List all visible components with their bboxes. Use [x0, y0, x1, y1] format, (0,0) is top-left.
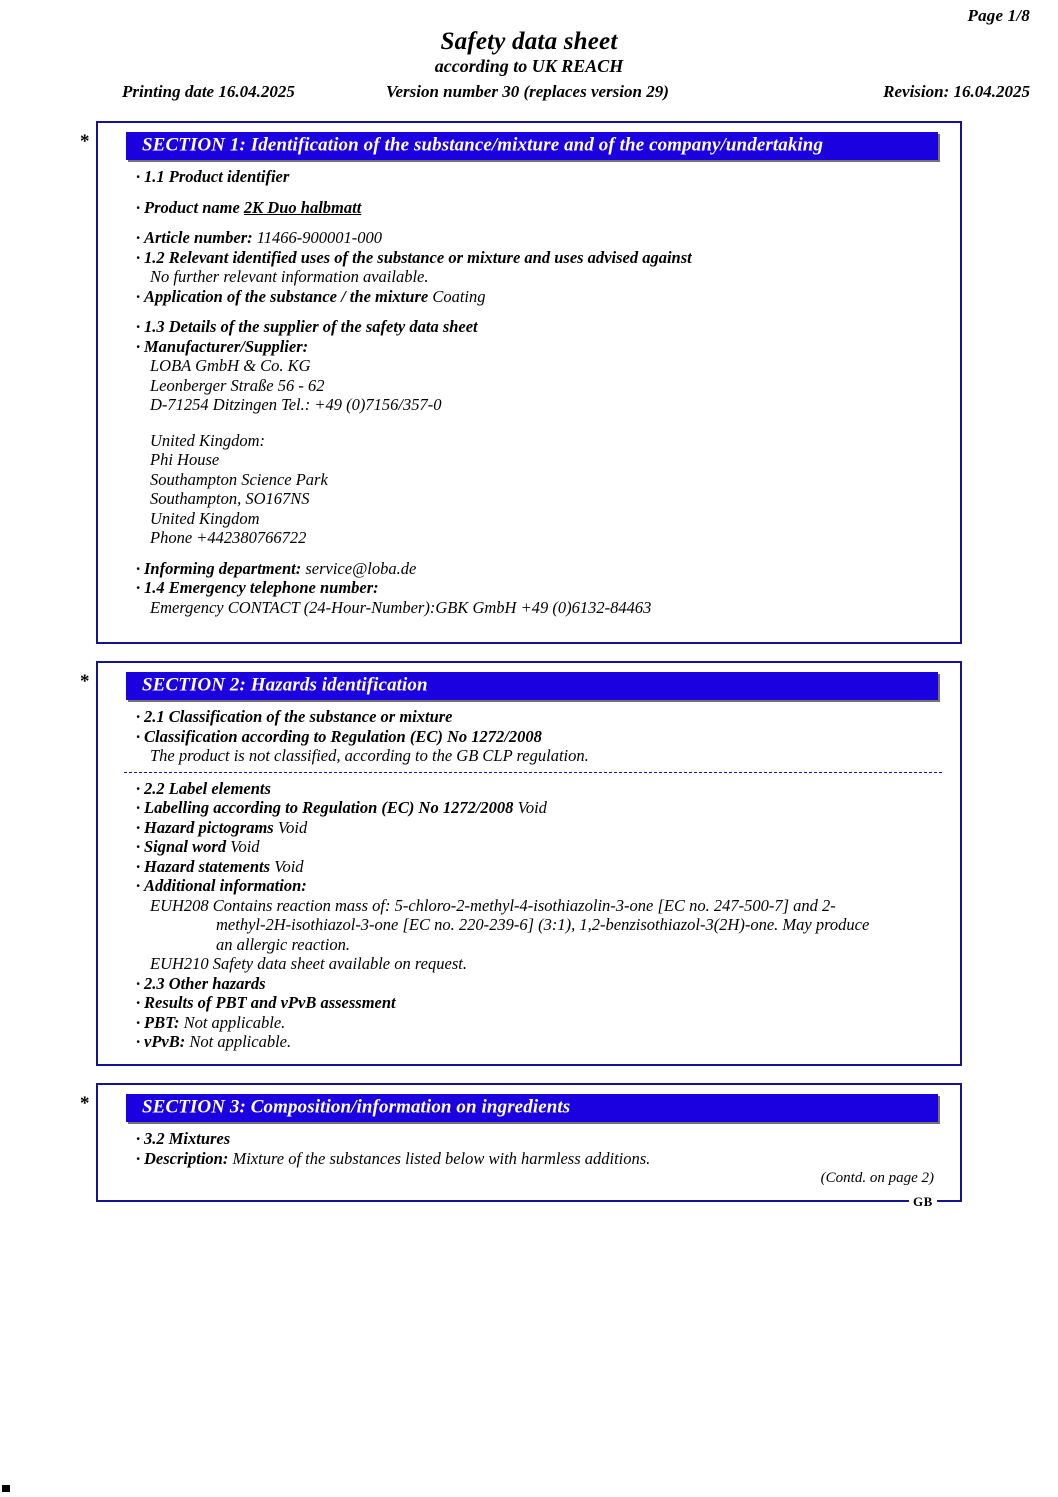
- vpvb-label: vPvB:: [144, 1032, 186, 1051]
- item-2-2: · 2.2 Label elements: [98, 779, 960, 799]
- country-code-tag: GB: [909, 1194, 937, 1210]
- uk-address-line: Southampton Science Park: [150, 469, 328, 489]
- article-number-row: [98, 228, 960, 248]
- uk-address-line: United Kingdom: [150, 508, 260, 528]
- product-name-row: [98, 198, 960, 218]
- section-2-box: [96, 661, 962, 1066]
- labelling-row: [98, 798, 960, 818]
- euh208-line: methyl-2H-isothiazol-3-one [EC no. 220-239-6] (3:1), 1,2-benzisothiazol-3(2H)-one. May produce: [216, 915, 870, 934]
- article-number-value: 11466-900001-000: [256, 228, 383, 247]
- item-1-3: · 1.3 Details of the supplier of the safety data sheet: [98, 317, 960, 337]
- emergency-contact-text: Emergency CONTACT (24-Hour-Number):GBK GmbH +49 (0)6132-84463: [150, 597, 652, 617]
- pbt-row: [98, 1013, 960, 1033]
- classification-label: · Classification according to Regulation (EC) No 1272/2008: [98, 727, 960, 747]
- manufacturer-line: LOBA GmbH & Co. KG: [150, 356, 311, 375]
- document-meta-row: [0, 82, 1058, 104]
- uk-address-line: Phone +442380766722: [150, 528, 307, 547]
- signal-word-value: Void: [230, 837, 260, 856]
- manufacturer-line: D-71254 Ditzingen Tel.: +49 (0)7156/357-0: [150, 395, 442, 414]
- uk-address-line: United Kingdom:: [150, 430, 266, 450]
- product-name-value: 2K Duo halbmatt: [243, 197, 362, 217]
- euh208-line: an allergic reaction.: [216, 934, 350, 954]
- section-2-change-marker: *: [80, 671, 90, 692]
- item-1-2-text: No further relevant information available.: [150, 267, 429, 286]
- manufacturer-line: Leonberger Straße 56 - 62: [150, 375, 325, 395]
- hazard-pictograms-row: [98, 818, 960, 838]
- additional-information-label: · Additional information:: [98, 876, 960, 896]
- description-label: Description:: [144, 1148, 229, 1168]
- section-1-heading: SECTION 1: Identification of the substance/mixture and of the company/undertaking: [142, 134, 824, 156]
- vpvb-value: Not applicable.: [189, 1032, 292, 1051]
- item-1-1: · 1.1 Product identifier: [98, 167, 960, 187]
- informing-department-label: Informing department:: [144, 558, 302, 578]
- section-2-heading: SECTION 2: Hazards identification: [142, 674, 428, 696]
- euh210-line: EUH210 Safety data sheet available on request.: [150, 954, 467, 973]
- product-name-label: Product name: [144, 197, 240, 217]
- version-number: Version number 30 (replaces version 29): [386, 82, 669, 101]
- section-3-body: [98, 1129, 960, 1188]
- corner-registration-mark: [2, 1485, 10, 1492]
- hazard-statements-row: [98, 857, 960, 877]
- description-row: [98, 1149, 960, 1169]
- signal-word-row: [98, 837, 960, 857]
- signal-word-label: Signal word: [144, 837, 227, 856]
- labelling-value: Void: [517, 798, 547, 817]
- description-value: Mixture of the substances listed below with harmless additions.: [232, 1148, 651, 1168]
- application-value: Coating: [432, 286, 486, 306]
- item-2-3: · 2.3 Other hazards: [98, 974, 960, 994]
- section-1-change-marker: *: [80, 131, 90, 152]
- section-3-header-bar: [126, 1094, 938, 1122]
- item-3-2: · 3.2 Mixtures: [98, 1129, 960, 1149]
- pbt-vpvb-results-label: · Results of PBT and vPvB assessment: [98, 993, 960, 1013]
- labelling-label: Labelling according to Regulation (EC) No 1272/2008: [144, 798, 514, 817]
- manufacturer-label: · Manufacturer/Supplier:: [98, 337, 960, 357]
- section-2-body: [98, 707, 960, 1052]
- page-number: Page 1/8: [967, 6, 1030, 25]
- document-title: Safety data sheet: [440, 28, 618, 55]
- article-number-label: Article number:: [144, 228, 253, 247]
- revision-date: Revision: 16.04.2025: [883, 82, 1030, 101]
- section-3-change-marker: *: [80, 1093, 90, 1114]
- section-2-header-bar: [126, 672, 938, 700]
- section-2-divider: [124, 772, 942, 773]
- euh208-line: EUH208 Contains reaction mass of: 5-chloro-2-methyl-4-isothiazolin-3-one [EC no. 247-500-7] and 2-: [150, 895, 836, 915]
- item-1-4: · 1.4 Emergency telephone number:: [98, 578, 960, 598]
- document-subtitle: according to UK REACH: [434, 56, 624, 76]
- section-1-header-bar: [126, 132, 938, 160]
- section-3-box: [96, 1083, 962, 1209]
- section-1-body: [98, 167, 960, 617]
- section-3-heading: SECTION 3: Composition/information on ingredients: [142, 1096, 571, 1118]
- continued-note: (Contd. on page 2): [820, 1170, 934, 1186]
- hazard-statements-value: Void: [274, 856, 304, 876]
- section-1-box: [96, 121, 962, 644]
- informing-department-row: [98, 559, 960, 579]
- hazard-pictograms-label: Hazard pictograms: [144, 817, 274, 837]
- hazard-statements-label: Hazard statements: [144, 856, 271, 876]
- hazard-pictograms-value: Void: [277, 817, 308, 837]
- pbt-label: PBT:: [144, 1012, 180, 1032]
- vpvb-row: [98, 1032, 960, 1052]
- informing-department-email[interactable]: service@loba.de: [305, 558, 417, 578]
- pbt-value: Not applicable.: [183, 1012, 286, 1032]
- uk-address-line: Southampton, SO167NS: [150, 489, 310, 508]
- item-1-2: · 1.2 Relevant identified uses of the substance or mixture and uses advised against: [98, 248, 960, 268]
- printing-date: Printing date 16.04.2025: [122, 82, 295, 101]
- classification-text: The product is not classified, according to the GB CLP regulation.: [150, 746, 589, 765]
- application-label: Application of the substance / the mixture: [144, 286, 429, 306]
- uk-address-line: Phi House: [150, 450, 220, 469]
- item-2-1: · 2.1 Classification of the substance or mixture: [98, 707, 960, 727]
- application-row: [98, 287, 960, 307]
